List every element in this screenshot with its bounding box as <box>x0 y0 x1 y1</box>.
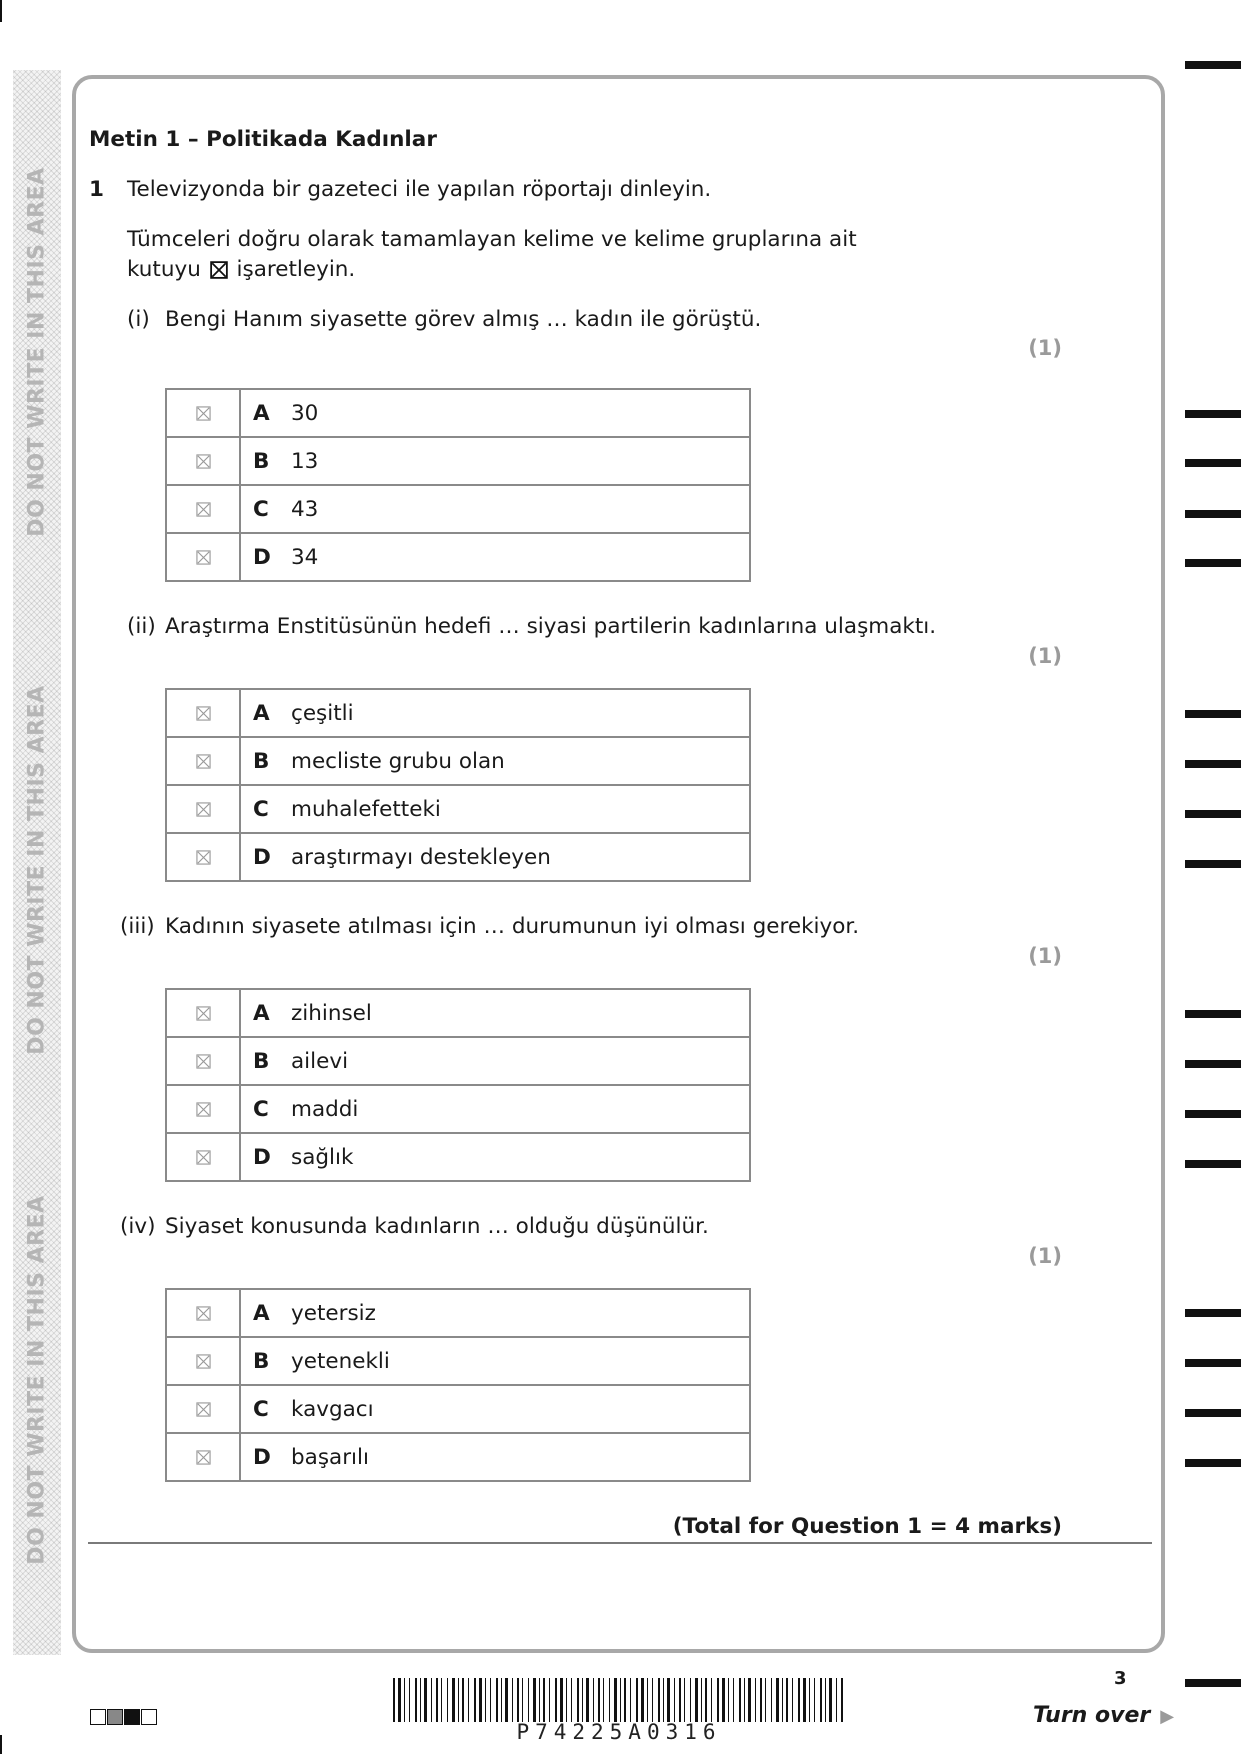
part-stem: Bengi Hanım siyasette görev almış … kadın ile görüştü. <box>165 307 762 332</box>
timing-mark <box>1185 510 1241 518</box>
option-text: maddi <box>291 1096 359 1122</box>
margin-warning-top: DO NOT WRITE IN THIS AREA <box>24 167 50 537</box>
question-prompt: Televizyonda bir gazeteci ile yapılan röportajı dinleyin. <box>127 177 712 202</box>
answer-checkbox-icon[interactable] <box>196 802 211 817</box>
option-row[interactable] <box>166 833 750 881</box>
option-text: başarılı <box>291 1444 369 1470</box>
option-row[interactable] <box>166 389 750 437</box>
option-text: kavgacı <box>291 1396 374 1422</box>
answer-checkbox-icon[interactable] <box>196 1054 211 1069</box>
answer-checkbox-icon[interactable] <box>196 1102 211 1117</box>
part-stem: Kadının siyasete atılması için … durumunun iyi olması gerekiyor. <box>165 914 860 939</box>
crossed-box-icon <box>210 261 228 279</box>
triangle-right-icon: ▶ <box>1160 1706 1175 1727</box>
options-table <box>165 988 751 1182</box>
option-row[interactable] <box>166 1133 750 1181</box>
option-text: muhalefetteki <box>291 796 441 822</box>
option-row[interactable] <box>166 533 750 581</box>
barcode-text: P74225A0316 <box>516 1720 722 1744</box>
timing-mark <box>1185 1459 1241 1467</box>
option-letter: A <box>253 1300 270 1326</box>
option-letter: A <box>253 400 270 426</box>
option-row[interactable] <box>166 737 750 785</box>
option-letter: C <box>253 496 269 522</box>
answer-checkbox-icon[interactable] <box>196 550 211 565</box>
option-row[interactable] <box>166 437 750 485</box>
answer-checkbox-icon[interactable] <box>196 706 211 721</box>
option-text: yetersiz <box>291 1300 376 1326</box>
timing-mark <box>1185 810 1241 818</box>
instruction-post: işaretleyin. <box>236 257 356 282</box>
answer-checkbox-icon[interactable] <box>196 1354 211 1369</box>
answer-checkbox-icon[interactable] <box>196 1150 211 1165</box>
option-text: yetenekli <box>291 1348 390 1374</box>
timing-mark <box>1185 860 1241 868</box>
instruction-line-1: Tümceleri doğru olarak tamamlayan kelime ve kelime gruplarına ait <box>127 227 857 252</box>
part-marks: (1) <box>1028 1244 1062 1268</box>
option-letter: C <box>253 796 269 822</box>
answer-checkbox-icon[interactable] <box>196 502 211 517</box>
option-letter: D <box>253 1444 271 1470</box>
option-row[interactable] <box>166 1085 750 1133</box>
options-table <box>165 1288 751 1482</box>
timing-mark <box>1185 559 1241 567</box>
answer-checkbox-icon[interactable] <box>196 1006 211 1021</box>
timing-mark <box>1185 1110 1241 1118</box>
option-text: mecliste grubu olan <box>291 748 505 774</box>
option-letter: C <box>253 1096 269 1122</box>
timing-mark <box>1185 1060 1241 1068</box>
option-row[interactable] <box>166 1037 750 1085</box>
instruction-line-2 <box>127 257 355 284</box>
option-letter: D <box>253 1144 271 1170</box>
timing-mark <box>1185 1409 1241 1417</box>
answer-checkbox-icon[interactable] <box>196 454 211 469</box>
option-letter: B <box>253 1348 270 1374</box>
option-row[interactable] <box>166 785 750 833</box>
part-stem: Siyaset konusunda kadınların … olduğu düşünülür. <box>165 1214 709 1239</box>
option-letter: A <box>253 1000 270 1026</box>
option-letter: D <box>253 544 271 570</box>
part-marks: (1) <box>1028 644 1062 668</box>
option-text: 43 <box>291 496 319 522</box>
answer-checkbox-icon[interactable] <box>196 850 211 865</box>
crop-mark-bottom-left <box>0 1735 2 1754</box>
option-row[interactable] <box>166 989 750 1037</box>
part-stem: Araştırma Enstitüsünün hedefi … siyasi partilerin kadınlarına ulaşmaktı. <box>165 614 937 639</box>
timing-mark <box>1185 1309 1241 1317</box>
option-row[interactable] <box>166 689 750 737</box>
barcode-icon <box>393 1678 845 1722</box>
option-letter: B <box>253 748 270 774</box>
question-total: (Total for Question 1 = 4 marks) <box>672 1514 1062 1539</box>
timing-mark <box>1185 710 1241 718</box>
margin-warning-bottom: DO NOT WRITE IN THIS AREA <box>24 1195 50 1565</box>
section-title: Metin 1 – Politikada Kadınlar <box>89 127 437 152</box>
part-label: (iv) <box>120 1214 156 1239</box>
option-text: sağlık <box>291 1144 354 1170</box>
timing-mark <box>1185 410 1241 418</box>
options-table <box>165 688 751 882</box>
timing-mark <box>1185 61 1241 69</box>
answer-checkbox-icon[interactable] <box>196 754 211 769</box>
turn-over-label: Turn over <box>1033 1703 1151 1728</box>
part-label: (iii) <box>120 914 155 939</box>
option-row[interactable] <box>166 1433 750 1481</box>
option-letter: B <box>253 1048 270 1074</box>
option-row[interactable] <box>166 1337 750 1385</box>
timing-mark <box>1185 1160 1241 1168</box>
page-number: 3 <box>1114 1668 1127 1689</box>
answer-checkbox-icon[interactable] <box>196 1306 211 1321</box>
option-letter: A <box>253 700 270 726</box>
option-text: çeşitli <box>291 700 354 726</box>
answer-checkbox-icon[interactable] <box>196 406 211 421</box>
part-marks: (1) <box>1028 336 1062 360</box>
option-text: 34 <box>291 544 319 570</box>
crop-mark-top-left <box>0 0 2 22</box>
part-label: (i) <box>127 307 150 332</box>
answer-checkbox-icon[interactable] <box>196 1402 211 1417</box>
question-number: 1 <box>89 177 104 202</box>
option-letter: B <box>253 448 270 474</box>
turn-over-link[interactable] <box>1033 1703 1174 1728</box>
answer-checkbox-icon[interactable] <box>196 1450 211 1465</box>
option-text: 13 <box>291 448 319 474</box>
option-row[interactable] <box>166 1289 750 1337</box>
timing-mark <box>1185 459 1241 467</box>
page-legend-boxes <box>90 1706 158 1725</box>
option-text: araştırmayı destekleyen <box>291 844 551 870</box>
timing-mark <box>1185 1679 1241 1687</box>
option-row[interactable] <box>166 1385 750 1433</box>
option-text: ailevi <box>291 1048 349 1074</box>
option-text: zihinsel <box>291 1000 372 1026</box>
part-label: (ii) <box>127 614 156 639</box>
part-marks: (1) <box>1028 944 1062 968</box>
timing-mark <box>1185 1359 1241 1367</box>
option-letter: D <box>253 844 271 870</box>
timing-mark <box>1185 1010 1241 1018</box>
margin-warning-middle: DO NOT WRITE IN THIS AREA <box>24 685 50 1055</box>
option-row[interactable] <box>166 485 750 533</box>
timing-mark <box>1185 760 1241 768</box>
total-underline <box>88 1542 1152 1544</box>
option-text: 30 <box>291 400 319 426</box>
instruction-pre: kutuyu <box>127 257 201 282</box>
options-table <box>165 388 751 582</box>
option-letter: C <box>253 1396 269 1422</box>
